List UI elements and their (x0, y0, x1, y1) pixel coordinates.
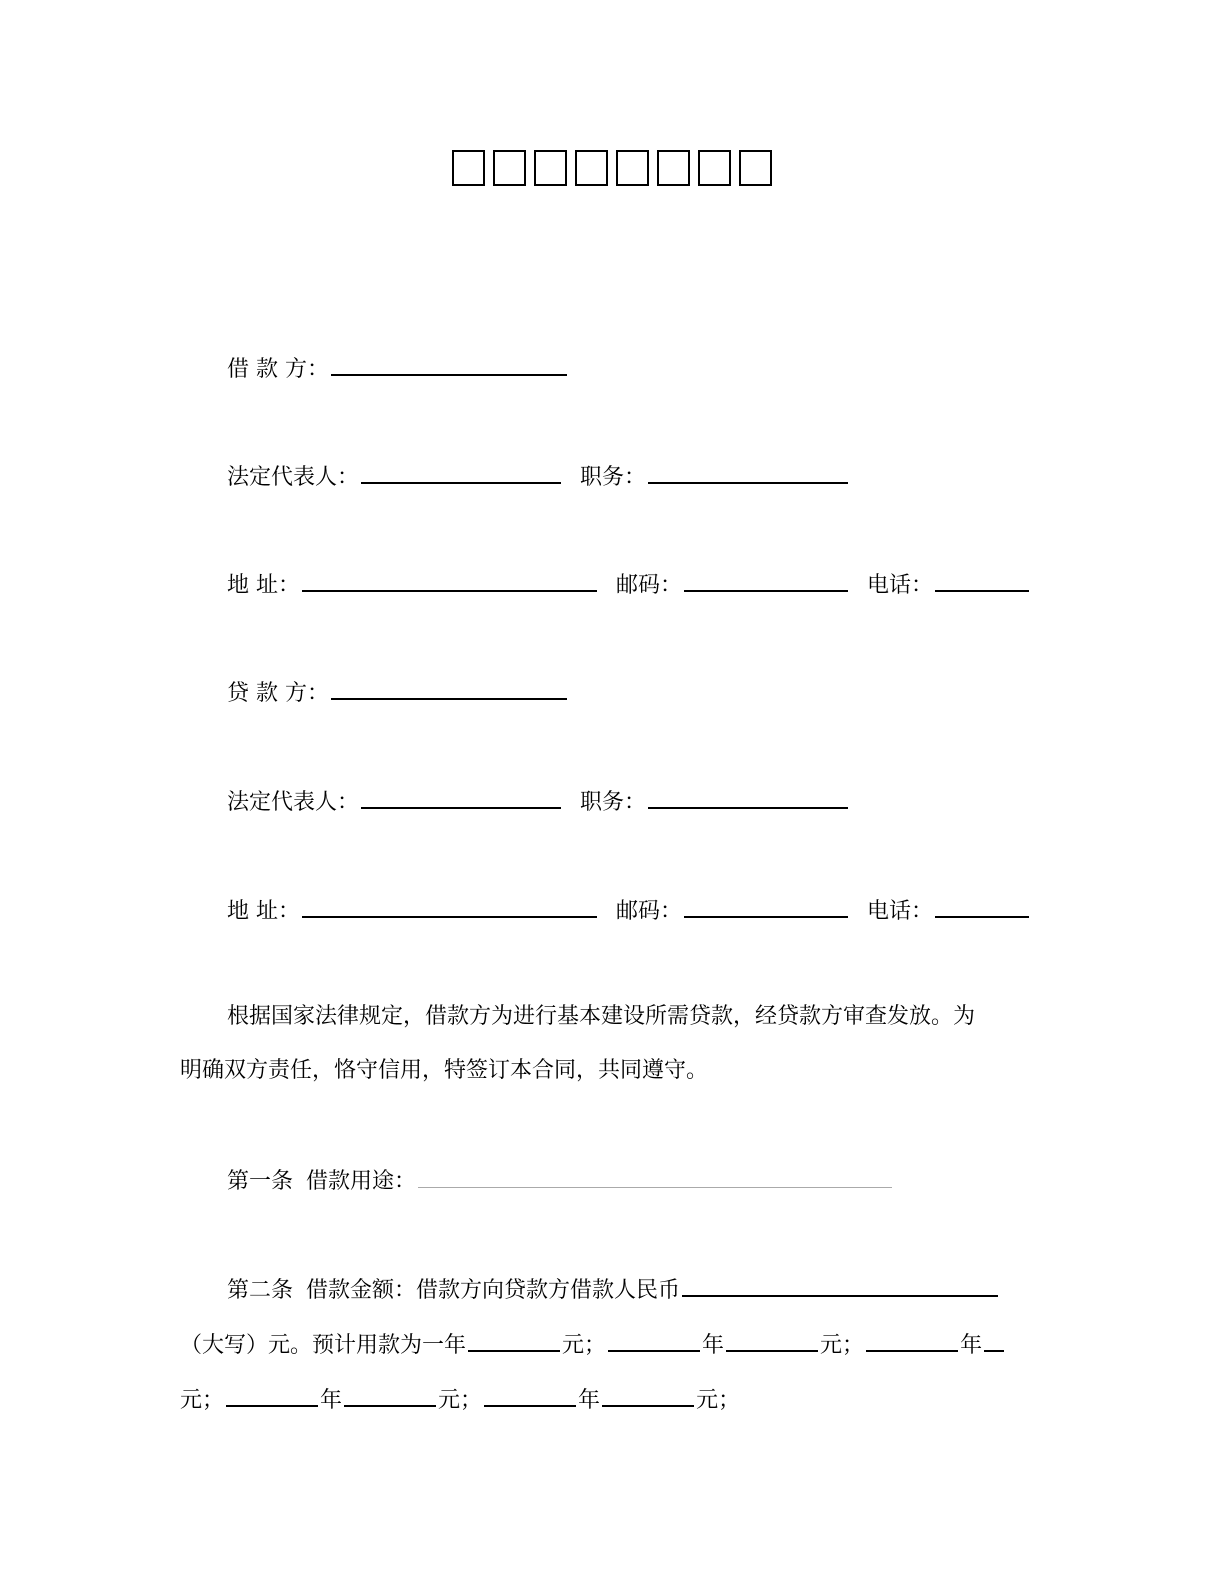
lender-position-blank[interactable] (648, 785, 848, 809)
borrower-label: 借 款 方： (227, 357, 329, 382)
article-1-label: 借款用途： (306, 1169, 417, 1194)
lender-phone-label: 电话： (867, 899, 934, 924)
lender-label: 贷 款 方： (227, 681, 329, 706)
lender-position-label: 职务： (580, 790, 647, 815)
yuan-semi-text: 元； (438, 1388, 483, 1413)
title-glyph-box (739, 150, 772, 186)
title-glyph-box (698, 150, 731, 186)
title-glyph-box (452, 150, 485, 186)
article-2-label: 借款金额：借款方向贷款方借款人民币 (306, 1278, 681, 1303)
borrower-address-label: 地 址： (227, 573, 300, 598)
lender-name-blank[interactable] (331, 676, 567, 700)
title-glyph-box (616, 150, 649, 186)
year5-blank[interactable] (484, 1383, 576, 1407)
lender-address-label: 地 址： (227, 899, 300, 924)
year1-amount-blank[interactable] (468, 1328, 560, 1352)
borrower-rep-blank[interactable] (361, 460, 561, 484)
line3-start-text: 元； (180, 1388, 225, 1413)
year3-blank[interactable] (866, 1328, 958, 1352)
preamble-line-2: 明确双方责任，恪守信用，特签订本合同，共同遵守。 (180, 1058, 709, 1083)
borrower-address-row (227, 568, 1031, 601)
year-text: 年 (578, 1388, 601, 1413)
borrower-postcode-blank[interactable] (684, 568, 848, 592)
borrower-row (227, 352, 569, 385)
borrower-rep-row (227, 460, 850, 493)
year5-amount-blank[interactable] (602, 1383, 694, 1407)
lender-address-row (227, 894, 1031, 927)
year-text: 年 (702, 1333, 725, 1358)
lender-phone-blank[interactable] (935, 894, 1029, 918)
yuan-semi-text: 元； (562, 1333, 607, 1358)
year2-blank[interactable] (608, 1328, 700, 1352)
lender-address-blank[interactable] (302, 894, 597, 918)
lender-rep-blank[interactable] (361, 785, 561, 809)
lender-rep-label: 法定代表人： (227, 790, 360, 815)
year3-amount-blank[interactable] (984, 1328, 1004, 1352)
article-2-line-3 (180, 1383, 740, 1416)
year2-amount-blank[interactable] (726, 1328, 818, 1352)
title-glyph-box (575, 150, 608, 186)
borrower-position-label: 职务： (580, 465, 647, 490)
article-2-prefix: 第二条 (227, 1278, 294, 1303)
document-title (0, 150, 1224, 186)
year4-amount-blank[interactable] (344, 1383, 436, 1407)
title-glyph-box (534, 150, 567, 186)
lender-postcode-label: 邮码： (616, 899, 683, 924)
lender-row (227, 676, 569, 709)
borrower-address-blank[interactable] (302, 568, 597, 592)
yuan-semi-text: 元； (820, 1333, 865, 1358)
article-1-purpose-blank[interactable] (418, 1165, 892, 1188)
borrower-position-blank[interactable] (648, 460, 848, 484)
article-2-line2-text: （大写）元。预计用款为一年 (180, 1333, 467, 1358)
lender-rep-row (227, 785, 850, 818)
borrower-rep-label: 法定代表人： (227, 465, 360, 490)
article-1-prefix: 第一条 (227, 1169, 294, 1194)
title-glyph-box (657, 150, 690, 186)
yuan-semi-text: 元； (696, 1388, 741, 1413)
borrower-phone-label: 电话： (867, 573, 934, 598)
lender-postcode-blank[interactable] (684, 894, 848, 918)
loan-amount-blank[interactable] (682, 1273, 998, 1297)
year4-blank[interactable] (226, 1383, 318, 1407)
article-2-line-2 (180, 1328, 1006, 1361)
borrower-phone-blank[interactable] (935, 568, 1029, 592)
borrower-postcode-label: 邮码： (616, 573, 683, 598)
borrower-name-blank[interactable] (331, 352, 567, 376)
year-text: 年 (320, 1388, 343, 1413)
article-1 (227, 1165, 894, 1197)
year-text: 年 (960, 1333, 983, 1358)
title-glyph-box (493, 150, 526, 186)
preamble-line-1: 根据国家法律规定，借款方为进行基本建设所需贷款，经贷款方审查发放。为 (227, 1004, 976, 1029)
article-2-line-1 (227, 1273, 1000, 1306)
